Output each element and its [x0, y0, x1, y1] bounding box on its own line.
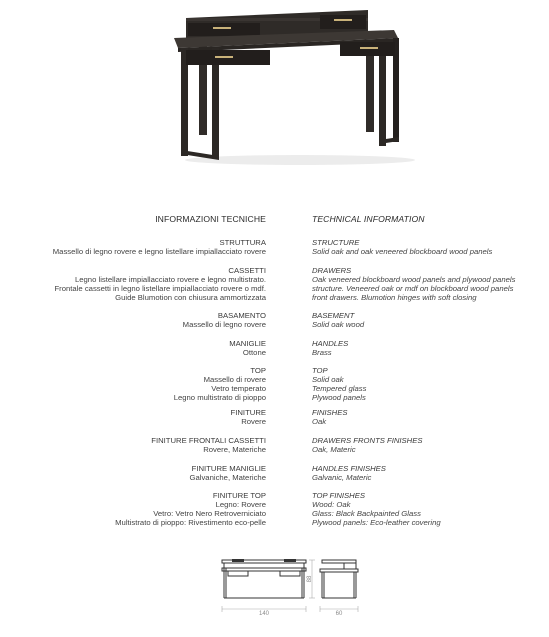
header-it: INFORMAZIONI TECNICHE: [155, 214, 266, 224]
spec-section-it: [0, 339, 266, 357]
spec-title: TOP: [312, 366, 328, 375]
handle-icon: [215, 56, 233, 58]
spec-line: structure. Veneered oak or mdf on blockboard wood panels: [312, 284, 514, 294]
spec-line: Wood: Oak: [312, 500, 351, 510]
spec-line: Solid oak wood: [312, 320, 365, 330]
spec-line: Vetro: Vetro Nero Retroverniciato: [153, 509, 266, 519]
width-label: 140: [258, 611, 270, 617]
spec-line: Galvaniche, Materiche: [189, 473, 266, 483]
spec-section-en: [312, 436, 549, 454]
upper-drawer-right: [320, 15, 366, 29]
side-view: [320, 560, 358, 598]
spec-line: front drawers. Blumotion hinges with soft closing: [312, 293, 477, 303]
spec-title: HANDLES FINISHES: [312, 464, 386, 473]
spec-title: CASSETTI: [228, 266, 266, 275]
spec-section-en: [312, 408, 549, 426]
spec-section-en: [312, 311, 549, 329]
spec-section-en: [312, 464, 549, 482]
spec-line: Multistrato di pioppo: Rivestimento eco-pelle: [115, 518, 266, 528]
spec-title: FINISHES: [312, 408, 348, 417]
spec-title: STRUCTURE: [312, 238, 360, 247]
upper-drawer-left: [188, 23, 260, 36]
spec-section-it: [0, 311, 266, 329]
spec-section-it: [0, 238, 266, 256]
handle-icon: [334, 19, 352, 21]
spec-title: HANDLES: [312, 339, 349, 348]
spec-title: FINITURE TOP: [212, 491, 266, 500]
front-view: [222, 560, 306, 598]
header-en: TECHNICAL INFORMATION: [312, 214, 425, 224]
spec-line: Legno listellare impiallacciato rovere e legno multistrato.: [74, 275, 266, 285]
spec-title: BASAMENTO: [217, 311, 266, 320]
handle-icon: [213, 27, 231, 29]
spec-line: Solid oak and oak veneered blockboard wood panels: [312, 247, 493, 257]
spec-section-en: [312, 339, 549, 357]
spec-line: Massello di rovere: [203, 375, 266, 385]
spec-section-it: [0, 266, 266, 302]
spec-line: Legno multistrato di pioppo: [173, 393, 266, 403]
spec-line: Massello di legno rovere: [182, 320, 266, 330]
technical-drawing: [0, 548, 549, 637]
spec-section-en: [312, 491, 549, 527]
spec-line: Plywood panels: [312, 393, 366, 403]
spec-title: TOP FINISHES: [312, 491, 365, 500]
height-label: 88: [307, 575, 313, 583]
spec-title: BASEMENT: [312, 311, 355, 320]
spec-title: STRUTTURA: [219, 238, 266, 247]
spec-line: Frontale cassetti in legno listellare impiallacciato rovere o mdf.: [54, 284, 266, 294]
spec-section-it: [0, 464, 266, 482]
spec-line: Tempered glass: [312, 384, 367, 394]
spec-line: Glass: Black Backpainted Glass: [312, 509, 421, 519]
spec-section-en: [312, 266, 549, 302]
spec-title: FINITURE MANIGLIE: [191, 464, 266, 473]
depth-label: 60: [335, 611, 343, 617]
spec-section-it: [0, 366, 266, 402]
spec-title: DRAWERS FRONTS FINISHES: [312, 436, 423, 445]
spec-line: Oak, Materic: [312, 445, 356, 455]
spec-line: Guide Blumotion con chiusura ammortizzata: [115, 293, 266, 303]
spec-title: FINITURE FRONTALI CASSETTI: [151, 436, 266, 445]
spec-line: Brass: [312, 348, 332, 358]
spec-line: Legno: Rovere: [215, 500, 266, 510]
spec-line: Massello di legno rovere e legno listellare impiallacciato rovere: [52, 247, 266, 257]
spec-line: Solid oak: [312, 375, 344, 385]
spec-section-it: [0, 408, 266, 426]
spec-section-it: [0, 436, 266, 454]
spec-line: Rovere, Materiche: [203, 445, 266, 455]
spec-title: FINITURE: [230, 408, 266, 417]
spec-title: TOP: [250, 366, 266, 375]
spec-line: Oak veneered blockboard wood panels and plywood panels: [312, 275, 516, 285]
spec-section-it: [0, 491, 266, 527]
spec-section-en: [312, 366, 549, 402]
spec-title: MANIGLIE: [229, 339, 266, 348]
handle-icon: [360, 47, 378, 49]
spec-section-en: [312, 238, 549, 256]
spec-line: Vetro temperato: [211, 384, 266, 394]
desk-photo: [0, 0, 549, 175]
spec-line: Oak: [312, 417, 327, 427]
spec-line: Ottone: [242, 348, 266, 358]
spec-line: Rovere: [241, 417, 266, 427]
spec-line: Galvanic, Materic: [312, 473, 372, 483]
spec-title: DRAWERS: [312, 266, 352, 275]
spec-line: Plywood panels: Eco-leather covering: [312, 518, 441, 528]
